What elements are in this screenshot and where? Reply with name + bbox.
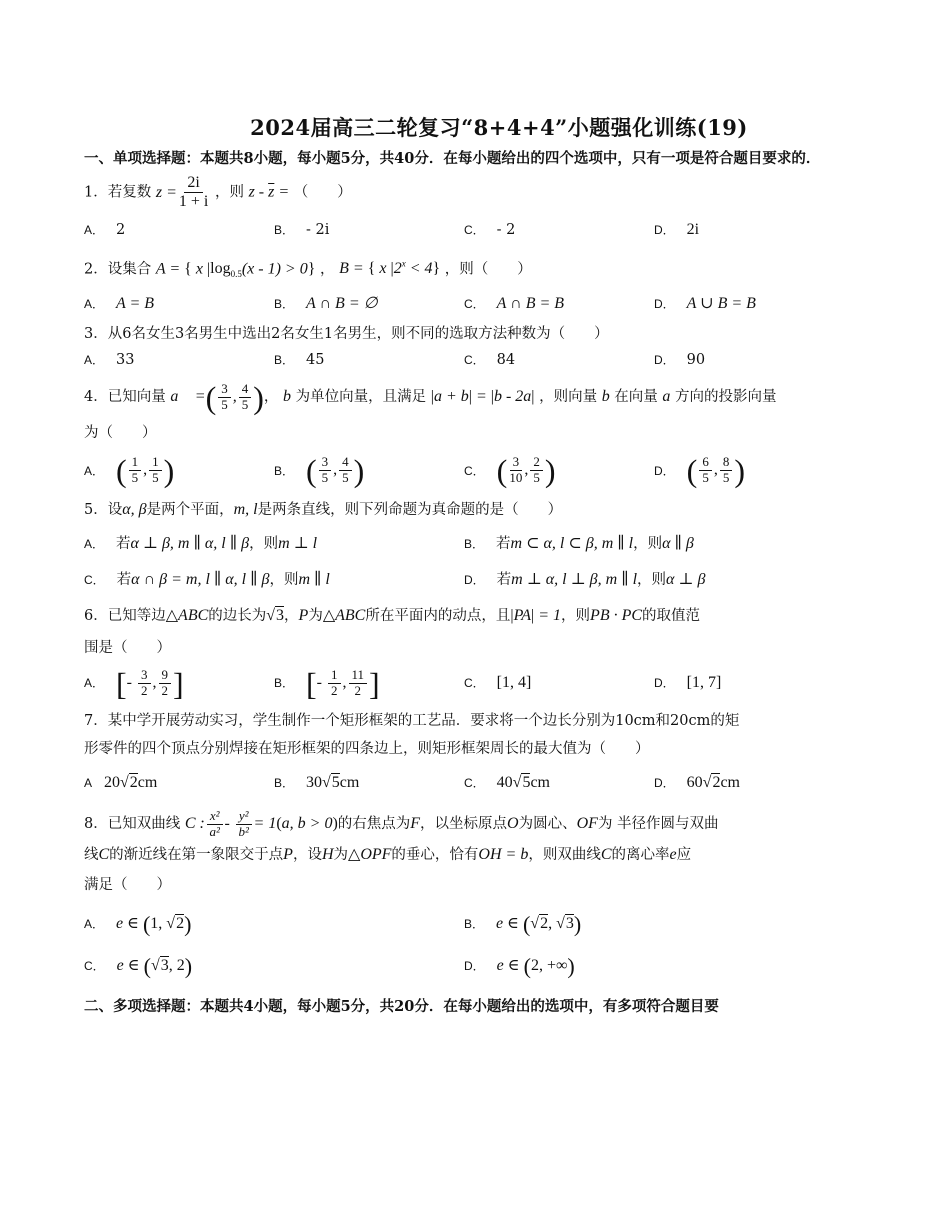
section-heading-multiple-choice: 二、多项选择题：本题共4小题，每小题5分，共20分．在每小题给出的选项中，有多项符合题目要 [84,998,719,1016]
option-a: A． 33 [84,352,135,369]
page-title: 2024届高三二轮复习“8+4+4”小题强化训练(19) [250,115,748,140]
option-b: B． 若 m ⊂ α, l ⊂ β, m ∥ l ，则 α ∥ β [464,535,694,553]
options-4 [84,452,914,489]
option-d: D． 若 m ⊥ α, l ⊥ β, m ∥ l ，则 α ⊥ β [464,571,706,589]
question-4: 4．已知向量 a⃗ =( $\frac{3}{5}$ , $\frac{4}{5}$ )， b 为单位向量，且满足 |a + b| = |b - 2a| ，则向量 b 在向量 a 方向的投影向量 为（ ） [84,379,777,442]
question-text: ，则 [214,184,244,201]
option-a: A． 若 α ⊥ β, m ∥ α, l ∥ β ，则 m ⊥ l [84,535,318,553]
option-d: D． 60√2cm [654,773,740,791]
options-6 [84,665,914,702]
section-heading-single-choice: 一、单项选择题：本题共8小题，每小题5分，共40分．在每小题给出的四个选项中，只有一项是符合题目要求的． [84,150,821,167]
question-text: 4．已知向量 [84,389,166,406]
options-1 [84,218,914,242]
math-expression: B = { x $|2^x < 4$} [339,258,441,278]
option-a: A． [- $\frac{3}{2}$ , $\frac{9}{2}$ ] [84,665,184,702]
option-c: C． 若 α ∩ β = m, l ∥ α, l ∥ β ，则 m ∥ l [84,571,330,589]
option-b: B． 30√5cm [274,773,360,791]
options-5a [84,532,914,556]
options-3 [84,348,914,372]
option-c: C． 40√5cm [464,773,550,791]
option-d: D． A ∪ B = B [654,295,756,313]
options-5b [84,568,914,592]
option-c: C． e ∈ (√3, 2) [84,953,193,979]
option-c: C． A ∩ B = B [464,295,565,313]
question-text: （ ） [293,184,352,201]
option-c: C． ( $\frac{3}{10}$ , $\frac{2}{5}$ ) [464,452,556,489]
option-d: D． e ∈ (2, +∞) [464,953,575,979]
option-d: D． 90 [654,352,706,369]
options-7 [84,771,914,795]
exam-page [84,112,914,1018]
option-b: B． 45 [274,352,325,369]
math-expression: z = $\frac{2i}{1 + i}$ [155,174,209,211]
option-a: A． e ∈ (1, √2) [84,911,192,937]
question-5: 5．设α, β是两个平面，m, l是两条直线，则下列命题为真命题的是（ ） [84,501,563,519]
option-c: C． 84 [464,352,516,369]
option-a: A． ( $\frac{1}{5}$ , $\frac{1}{5}$ ) [84,452,175,489]
option-b: B． [- $\frac{1}{2}$ , $\frac{11}{2}$ ] [274,665,380,702]
option-a: A． A = B [84,295,155,313]
question-7: 7．某中学开展劳动实习，学生制作一个矩形框架的工艺品．要求将一个边长分别为10cm和20cm的矩 形零件的四个顶点分别焊接在矩形框架的四条边上，则矩形框架周长的最大值为（ ） [84,712,740,757]
question-8: 8．已知双曲线 C : $\frac{\text{x²}}{\text{a²}}$ - $\frac{\text{y²}}{\text{b²}}$ = 1(a, b > 0)的右焦点为F，以坐标原点O为圆心、OF为 半径作圆与双曲 线C的渐近线在第一象限交于点P，设H为△OPF的垂心，恰有OH = b，则双曲线C的离心率e应 满足（ ） [84,807,719,893]
option-a: A． 2 [84,221,126,238]
question-6: 6．已知等边△ABC的边长为√3，P为△ABC所在平面内的动点，且|PA| = 1，则PB · PC的取值范 围是（ ） [84,607,701,657]
question-2: 2．设集合 A = { x $|\log_{0.5}(x - 1) > 0$} ， B = { x $|2^x < 4$} ，则（ ） [84,258,532,280]
option-c: C． [1, 4] [464,674,532,692]
math-expression: a⃗ =( $\frac{3}{5}$ , $\frac{4}{5}$ ) [170,379,264,416]
option-d: D． ( $\frac{6}{5}$ , $\frac{8}{5}$ ) [654,452,745,489]
question-1 [84,174,914,212]
question-text: 1．若复数 [84,184,152,201]
option-b: B． ( $\frac{3}{5}$ , $\frac{4}{5}$ ) [274,452,365,489]
option-a: A 20√2cm [84,773,158,791]
option-b: B． A ∩ B = ∅ [274,295,378,313]
options-8a [84,912,914,936]
option-d: D． 2i [654,220,700,238]
options-8b [84,954,914,978]
option-c: C． - 2 [464,221,516,238]
math-expression: A = { x $|\log_{0.5}(x - 1) > 0$} [155,260,316,280]
question-text: 2．设集合 [84,261,152,278]
options-2 [84,292,914,316]
math-expression: z - $\overline{z}$ = [248,183,290,201]
question-3: 3．从6名女生3名男生中选出2名女生1名男生，则不同的选取方法种数为（ ） [84,326,609,343]
option-d: D． [1, 7] [654,674,722,692]
option-b: B． e ∈ (√2, √3) [464,911,582,937]
option-b: B． - 2i [274,221,330,238]
question-text: ，则（ ） [444,261,532,278]
